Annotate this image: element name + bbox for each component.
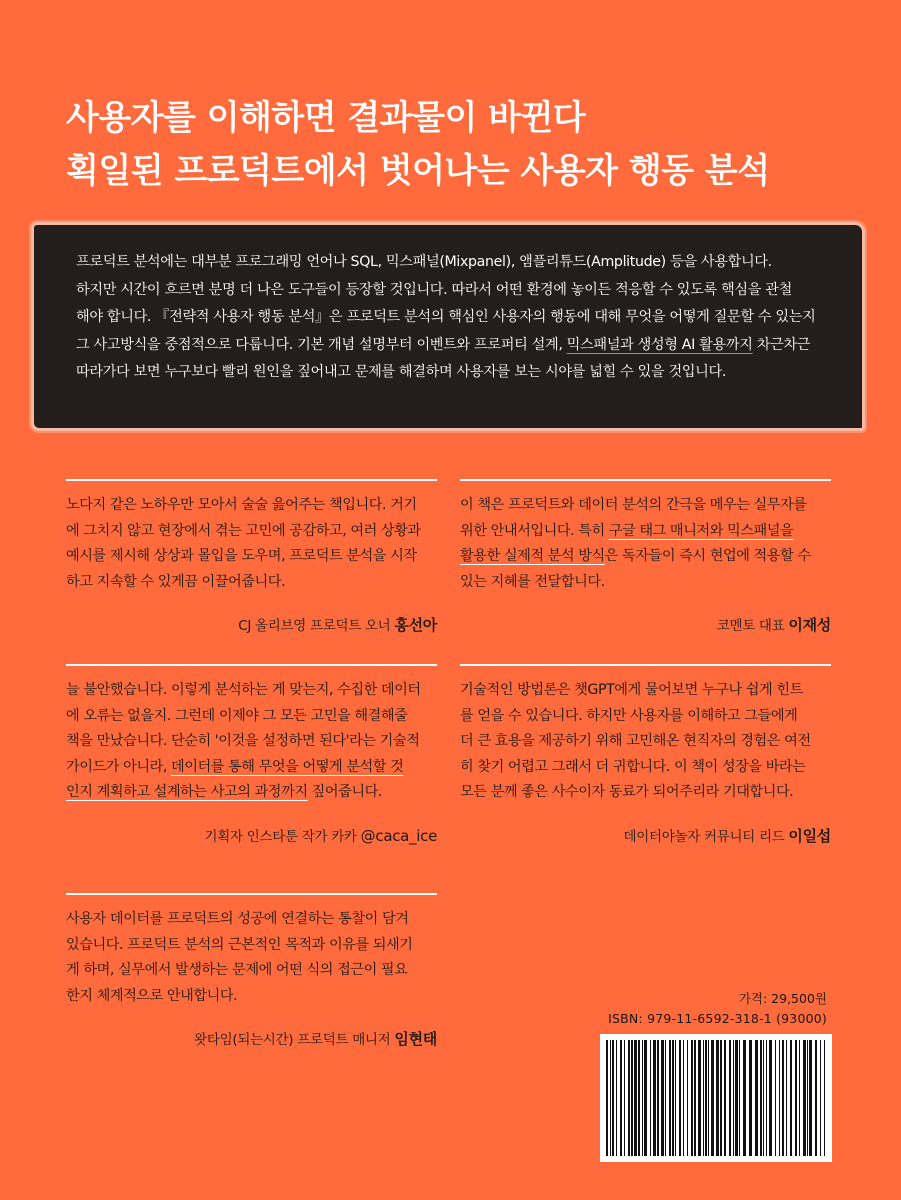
reviewer-role: 기획자 인스타툰 작가 카카 [204, 828, 357, 845]
barcode-bar [703, 1040, 704, 1156]
review-line: 게 하며, 실무에서 발생하는 문제에 어떤 식의 접근이 필요 [66, 962, 408, 978]
barcode-bar [803, 1040, 806, 1156]
barcode-bar [724, 1040, 726, 1156]
barcode-bar [661, 1040, 664, 1156]
review-line [460, 519, 831, 545]
review-line: 늘 불안했습니다. 이렇게 분석하는 게 맞는지, 수집한 데이터 [66, 682, 421, 698]
review-line: 모든 분께 좋은 사수이자 동료가 되어주리라 기대합니다. [460, 784, 794, 800]
barcode-bar [687, 1040, 688, 1156]
review-line: 히 찾기 어렵고 그래서 더 귀합니다. 이 책이 성장을 바라는 [460, 758, 806, 775]
reviewer-signature [66, 1028, 437, 1049]
reviewer-name: 임현태 [394, 1030, 437, 1048]
reviewer-role: 왓타임(되는시간) 프로덕트 매니저 [194, 1032, 391, 1048]
barcode-bar [620, 1040, 622, 1156]
review-highlight: 구글 태그 매니저와 믹스패널을 [608, 522, 794, 539]
barcode-bar [705, 1040, 707, 1156]
barcode-bar [779, 1040, 780, 1156]
barcode-bar [716, 1040, 719, 1156]
barcode-bar [807, 1040, 808, 1156]
review-line: 노다지 같은 노하우만 모아서 술술 읊어주는 책입니다. 거기 [66, 497, 417, 513]
summary-line: 해야 합니다. 『전략적 사용자 행동 분석』은 프로덕트 분석의 핵심인 사용자의 행동에 대해 무엇을 어떻게 질문할 수 있는지 [76, 309, 816, 325]
reviewer-name: 이일섭 [788, 826, 831, 845]
barcode-bar [708, 1040, 709, 1156]
review-line: 책을 만났습니다. 단순히 '이것을 설정하면 된다'라는 기술적 [66, 733, 420, 749]
barcode-bar [698, 1040, 701, 1156]
barcode-bar [675, 1040, 676, 1156]
divider [460, 664, 831, 666]
barcode-bar [653, 1040, 656, 1156]
reviewer-signature [460, 614, 831, 635]
barcode [600, 1034, 832, 1162]
review-line: 사용자 데이터를 프로덕트의 성공에 연결하는 통찰이 담겨 [66, 911, 409, 927]
review-text-span: 위한 안내서입니다. 특히 [460, 522, 609, 539]
summary-line [76, 332, 836, 360]
review-line: 한지 체계적으로 안내합니다. [66, 987, 238, 1004]
review-text [460, 678, 831, 806]
barcode-bar [606, 1040, 608, 1156]
review-highlight: 데이터를 통해 무엇을 어떻게 분석할 것 [170, 758, 404, 775]
barcode-bar [795, 1040, 797, 1156]
barcode-bar [733, 1040, 734, 1156]
barcode-bar [809, 1040, 812, 1156]
divider [460, 479, 831, 481]
review-card [66, 479, 437, 635]
summary-highlight: 믹스패널과 생성형 AI 활용까지 [566, 336, 753, 353]
barcode-bar [755, 1040, 758, 1156]
isbn-label: ISBN: 979-11-6592-318-1 (93000) [608, 1011, 827, 1026]
reviewer-signature [460, 825, 831, 846]
headline-line-2: 획일된 프로덕트에서 벗어나는 사용자 행동 분석 [66, 151, 770, 191]
review-text [460, 493, 831, 595]
summary-line: 하지만 시간이 흐르면 분명 더 나은 도구들이 등장할 것입니다. 따라서 어떤 환경에 놓이든 적응할 수 있도록 핵심을 관철 [76, 281, 792, 298]
barcode-bar [672, 1040, 674, 1156]
review-text [66, 678, 437, 806]
barcode-bar [739, 1040, 740, 1156]
barcode-bar [628, 1040, 630, 1156]
barcode-bar [775, 1040, 776, 1156]
review-line: 에 오류는 없을지. 그런데 이제야 그 모든 고민을 해결해줄 [66, 707, 408, 724]
review-text [66, 493, 437, 595]
reviewer-name: 홍선아 [394, 616, 437, 634]
barcode-bar [657, 1040, 659, 1156]
reviewer-name: @caca_ice [360, 826, 437, 845]
review-card [460, 664, 831, 846]
barcode-bar [735, 1040, 738, 1156]
review-text [66, 907, 437, 1009]
review-line: 를 얻을 수 있습니다. 하지만 사용자를 이해하고 그들에게 [460, 707, 798, 724]
review-highlight: 활용한 실제적 분석 방식 [460, 548, 605, 564]
barcode-bar [642, 1040, 643, 1156]
barcode-bar [650, 1040, 651, 1156]
summary-line: 따라가다 보면 누구보다 빨리 원인을 짚어내고 문제를 해결하며 사용자를 보는 시야를 넓힐 수 있을 것입니다. [76, 364, 727, 380]
barcode-bar [679, 1040, 681, 1156]
barcode-bar [624, 1040, 625, 1156]
summary-box [31, 222, 865, 431]
reviewer-role: 데이터야놀자 커뮤니티 리드 [623, 828, 785, 845]
divider [66, 479, 437, 481]
divider [66, 893, 437, 895]
barcode-bar [631, 1040, 633, 1156]
barcode-bar [766, 1040, 767, 1156]
summary-text: 그 사고방식을 중점적으로 다룹니다. 기본 개념 설명부터 이벤트와 프로퍼티 설계, [76, 336, 567, 353]
barcode-bar [691, 1040, 693, 1156]
barcode-bar [782, 1040, 784, 1156]
headline [66, 92, 866, 198]
summary-text: 차근차근 [752, 336, 811, 353]
barcode-bar [824, 1040, 825, 1156]
barcode-bar [820, 1040, 821, 1156]
review-card [460, 479, 831, 635]
barcode-bar [669, 1040, 671, 1156]
barcode-bar [665, 1040, 666, 1156]
review-line: 이 책은 프로덕트와 데이터 분석의 간극을 메우는 실무자를 [460, 497, 807, 513]
review-line: 에 그치지 않고 현장에서 겪는 고민에 공감하고, 여러 상황과 [66, 522, 421, 539]
barcode-bar [769, 1040, 772, 1156]
review-line: 있는 지혜를 전달합니다. [460, 573, 605, 590]
review-line [66, 755, 437, 781]
review-line: 더 큰 효용을 제공하기 위해 고민해온 현직자의 경험은 여전 [460, 733, 811, 749]
barcode-bar [790, 1040, 792, 1156]
reviewer-signature [66, 614, 437, 635]
review-text-span: 가이드가 아니라, [66, 758, 171, 775]
summary-line: 프로덕트 분석에는 대부분 프로그래밍 언어나 SQL, 믹스패널(Mixpanel), 앰플리튜드(Amplitude) 등을 사용합니다. [76, 254, 772, 270]
barcode-bar [786, 1040, 787, 1156]
barcode-bar [612, 1040, 614, 1156]
barcode-bar [799, 1040, 800, 1156]
barcode-image [600, 1034, 832, 1162]
review-line: 예시를 제시해 상상과 몰입을 도우며, 프로덕트 분석을 시작 [66, 548, 417, 564]
review-highlight: 인지 계획하고 설계하는 사고의 과정까지 [66, 784, 308, 800]
review-line [66, 780, 437, 806]
barcode-bar [694, 1040, 696, 1156]
barcode-bar [616, 1040, 617, 1156]
barcode-bar [638, 1040, 640, 1156]
price-label: 가격: 29,500원 [738, 991, 827, 1006]
barcode-bar [720, 1040, 722, 1156]
barcode-bar [729, 1040, 731, 1156]
barcode-bar [760, 1040, 762, 1156]
reviewer-role: CJ 올리브영 프로덕트 오너 [238, 618, 391, 634]
review-card [66, 664, 437, 845]
barcode-bar [610, 1040, 611, 1156]
reviewer-name: 이재성 [788, 616, 831, 634]
headline-line-1: 사용자를 이해하면 결과물이 바뀐다 [66, 98, 586, 138]
review-line: 하고 지속할 수 있게끔 이끌어줍니다. [66, 573, 286, 590]
review-line: 있습니다. 프로덕트 분석의 근본적인 목적과 이유를 되새기 [66, 936, 413, 953]
review-text-span: 짚어줍니다. [307, 784, 382, 800]
barcode-bar [683, 1040, 684, 1156]
barcode-bar [644, 1040, 647, 1156]
reviewer-role: 코멘토 대표 [716, 618, 785, 634]
barcode-bar [749, 1040, 752, 1156]
barcode-bar [763, 1040, 764, 1156]
barcode-bar [815, 1040, 817, 1156]
review-text-span: 은 독자들이 즉시 현업에 적용할 수 [604, 548, 811, 564]
review-line: 기술적인 방법론은 챗GPT에게 물어보면 누구나 쉽게 힌트 [460, 682, 803, 698]
barcode-bar [711, 1040, 714, 1156]
barcode-bar [634, 1040, 637, 1156]
barcode-bar [743, 1040, 746, 1156]
review-card [66, 893, 437, 1049]
review-line [460, 544, 831, 570]
divider [66, 664, 437, 666]
reviewer-signature [66, 825, 437, 845]
